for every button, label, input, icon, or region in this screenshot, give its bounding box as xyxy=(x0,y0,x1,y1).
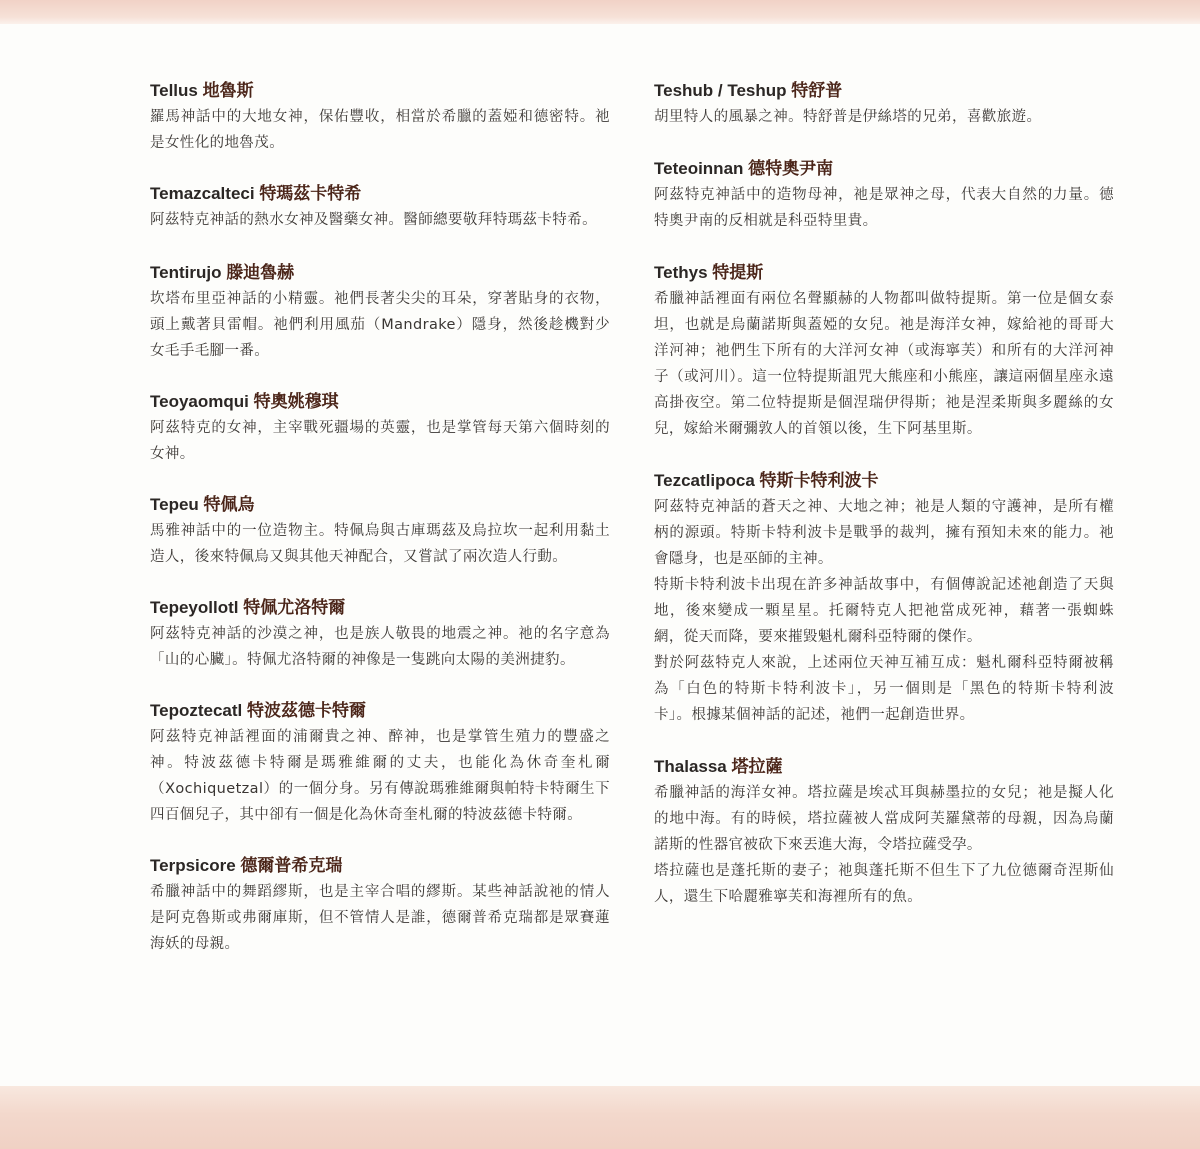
entry-description: 塔拉薩也是蓬托斯的妻子；祂與蓬托斯不但生下了九位德爾奇涅斯仙人，還生下哈麗雅寧芙和海裡所有的魚。 xyxy=(654,863,1114,905)
entry-title xyxy=(150,698,610,724)
entry-description: 希臘神話中的舞蹈繆斯，也是主宰合唱的繆斯。某些神話說祂的情人是阿克魯斯或弗爾庫斯，但不管情人是誰，德爾普希克瑞都是眾賽蓮海妖的母親。 xyxy=(150,884,610,952)
entry-name-zh: 特佩尤洛特爾 xyxy=(243,598,346,618)
entry-name-en: Terpsicore xyxy=(150,856,236,875)
entry-tellus xyxy=(150,78,610,156)
entry-title xyxy=(654,754,1114,780)
entry-tentirujo xyxy=(150,260,610,364)
entry-description: 胡里特人的風暴之神。特舒普是伊絲塔的兄弟，喜歡旅遊。 xyxy=(654,109,1042,125)
entry-name-zh: 特提斯 xyxy=(712,263,764,283)
entry-name-en: Tellus xyxy=(150,81,198,100)
entry-title xyxy=(150,595,610,621)
entry-tepeu xyxy=(150,492,610,570)
entry-description: 馬雅神話中的一位造物主。特佩烏與古庫瑪茲及烏拉坎一起利用黏土造人，後來特佩烏又與其他天神配合，又嘗試了兩次造人行動。 xyxy=(150,523,610,565)
entry-description: 阿茲特克神話裡面的浦爾貴之神、醉神，也是掌管生殖力的豐盛之神。特波茲德卡特爾是瑪雅維爾的丈夫，也能化為休奇奎札爾（Xochiquetzal）的一個分身。另有傳說瑪雅維爾與帕特卡特爾生下四百個兒子，其中卻有一個是化為休奇奎札爾的特波茲德卡特爾。 xyxy=(150,729,610,823)
entry-title xyxy=(654,468,1114,494)
entry-teoyaomqui xyxy=(150,389,610,467)
entry-title xyxy=(150,260,610,286)
entry-thalassa xyxy=(654,754,1114,910)
entry-description: 羅馬神話中的大地女神，保佑豐收，相當於希臘的蓋婭和德密特。祂是女性化的地魯茂。 xyxy=(150,109,610,151)
entry-name-en: Tepeu xyxy=(150,495,199,514)
entry-name-en: Tepeyollotl xyxy=(150,598,239,617)
entry-teshub xyxy=(654,78,1114,130)
entry-terpsicore xyxy=(150,853,610,957)
entry-teteoinnan xyxy=(654,156,1114,234)
entry-description: 特斯卡特利波卡出現在許多神話故事中，有個傳說記述祂創造了天與地，後來變成一顆星星。托爾特克人把祂當成死神，藉著一張蜘蛛網，從天而降，要來摧毀魁札爾科亞特爾的傑作。 xyxy=(654,577,1114,645)
entry-name-en: Tepoztecatl xyxy=(150,701,243,720)
entry-description: 阿茲特克神話的熱水女神及醫藥女神。醫師總要敬拜特瑪茲卡特希。 xyxy=(150,212,597,228)
entry-description: 坎塔布里亞神話的小精靈。祂們長著尖尖的耳朵，穿著貼身的衣物，頭上戴著貝雷帽。祂們利用風茄（Mandrake）隱身，然後趁機對少女毛手毛腳一番。 xyxy=(150,291,610,359)
entry-description: 阿茲特克的女神，主宰戰死疆場的英靈，也是掌管每天第六個時刻的女神。 xyxy=(150,420,610,462)
entry-name-en: Teoyaomqui xyxy=(150,392,249,411)
entry-name-zh: 德爾普希克瑞 xyxy=(240,856,343,876)
entry-name-en: Temazcalteci xyxy=(150,184,255,203)
entry-name-en: Tethys xyxy=(654,263,708,282)
entry-description: 希臘神話裡面有兩位名聲顯赫的人物都叫做特提斯。第一位是個女泰坦，也就是烏蘭諾斯與蓋婭的女兒。祂是海洋女神，嫁給祂的哥哥大洋河神；祂們生下所有的大洋河女神（或海寧芙）和所有的大洋河神子（或河川）。這一位特提斯詛咒大熊座和小熊座，讓這兩個星座永遠高掛夜空。第二位特提斯是個涅瑞伊得斯；祂是涅柔斯與多麗絲的女兒，嫁給米爾彌敦人的首領以後，生下阿基里斯。 xyxy=(654,291,1114,437)
entry-description: 阿茲特克神話的沙漠之神，也是族人敬畏的地震之神。祂的名字意為「山的心臟」。特佩尤洛特爾的神像是一隻跳向太陽的美洲捷豹。 xyxy=(150,626,610,668)
entry-title xyxy=(654,260,1114,286)
right-column xyxy=(654,78,1114,910)
entry-name-zh: 地魯斯 xyxy=(202,81,254,101)
entry-title xyxy=(654,156,1114,182)
entry-name-en: Teshub / Teshup xyxy=(654,81,787,100)
entry-name-zh: 特奧姚穆琪 xyxy=(253,392,339,412)
entry-name-en: Thalassa xyxy=(654,757,727,776)
entry-title xyxy=(150,492,610,518)
entry-tethys xyxy=(654,260,1114,442)
entry-description: 對於阿茲特克人來說，上述兩位天神互補互成：魁札爾科亞特爾被稱為「白色的特斯卡特利波卡」，另一個則是「黑色的特斯卡特利波卡」。根據某個神話的記述，祂們一起創造世界。 xyxy=(654,655,1114,723)
entry-title xyxy=(150,78,610,104)
entry-name-zh: 特波茲德卡特爾 xyxy=(247,701,366,721)
entry-title xyxy=(654,78,1114,104)
entry-name-zh: 塔拉薩 xyxy=(731,757,783,777)
entry-title xyxy=(150,853,610,879)
entry-name-zh: 滕迪魯赫 xyxy=(226,263,295,283)
bottom-decorative-band xyxy=(0,1086,1200,1149)
entry-name-zh: 特瑪茲卡特希 xyxy=(259,184,362,204)
entry-description: 阿茲特克神話的蒼天之神、大地之神；祂是人類的守護神，是所有權柄的源頭。特斯卡特利波卡是戰爭的裁判，擁有預知未來的能力。祂會隱身，也是巫師的主神。 xyxy=(654,499,1114,567)
top-decorative-band xyxy=(0,0,1200,24)
entry-temazcalteci xyxy=(150,181,610,233)
entry-tezcatlipoca xyxy=(654,468,1114,728)
entry-description: 阿茲特克神話中的造物母神，祂是眾神之母，代表大自然的力量。德特奧尹南的反相就是科亞特里貴。 xyxy=(654,187,1114,229)
entry-tepoztecatl xyxy=(150,698,610,828)
entry-name-zh: 特斯卡特利波卡 xyxy=(759,471,879,491)
entry-title xyxy=(150,389,610,415)
entry-description: 希臘神話的海洋女神。塔拉薩是埃忒耳與赫墨拉的女兒；祂是擬人化的地中海。有的時候，塔拉薩被人當成阿芙羅黛蒂的母親，因為烏蘭諾斯的性器官被砍下來丟進大海，令塔拉薩受孕。 xyxy=(654,785,1114,853)
entry-title xyxy=(150,181,610,207)
entry-name-zh: 特舒普 xyxy=(791,81,843,101)
entry-name-en: Tentirujo xyxy=(150,263,222,282)
entry-name-zh: 特佩烏 xyxy=(203,495,255,515)
left-column xyxy=(150,78,610,957)
entry-name-en: Teteoinnan xyxy=(654,159,744,178)
entry-tepeyollotl xyxy=(150,595,610,673)
entry-name-zh: 德特奧尹南 xyxy=(748,159,834,179)
entry-name-en: Tezcatlipoca xyxy=(654,471,755,490)
